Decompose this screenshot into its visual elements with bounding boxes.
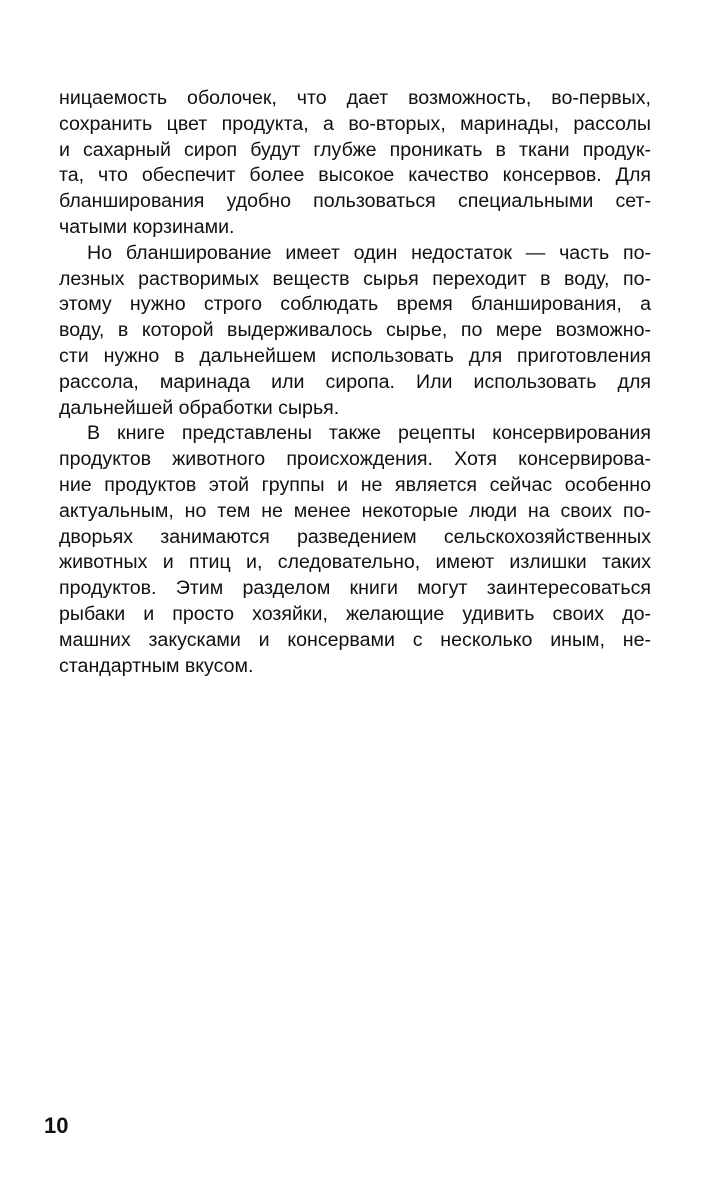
text-line: В книге представлены также рецепты консервирования (87, 422, 651, 445)
paragraph-3 (59, 421, 651, 679)
text-line: животных и птиц и, следовательно, имеют излишки таких (59, 551, 651, 574)
text-line: бланширования удобно пользоваться специальными сет- (59, 190, 651, 213)
body-text (59, 86, 651, 679)
paragraph-1 (59, 86, 651, 241)
text-line: продуктов. Этим разделом книги могут заинтересоваться (59, 577, 651, 600)
text-line: Но бланширование имеет один недостаток — часть по- (87, 241, 651, 264)
text-line: и сахарный сироп будут глубже проникать в ткани продук- (59, 138, 651, 161)
text-line: продуктов животного происхождения. Хотя консервирова- (59, 448, 651, 471)
text-line: этому нужно строго соблюдать время бланширования, а (59, 293, 651, 316)
text-line: актуальным, но тем не менее некоторые люди на своих по- (59, 499, 651, 522)
text-line: сохранить цвет продукта, а во-вторых, маринады, рассолы (59, 112, 651, 135)
text-line: дворьях занимаются разведением сельскохозяйственных (59, 525, 651, 548)
paragraph-2 (59, 241, 651, 422)
text-line: чатыми корзинами. (59, 215, 235, 238)
text-line: машних закусками и консервами с несколько иным, не- (59, 628, 651, 651)
text-line: рыбаки и просто хозяйки, желающие удивить своих до- (59, 602, 651, 625)
text-line: ние продуктов этой группы и не является сейчас особенно (59, 473, 651, 496)
text-line: воду, в которой выдерживалось сырье, по мере возможно- (59, 319, 651, 342)
text-line: рассола, маринада или сиропа. Или использовать для (59, 370, 651, 393)
page-number: 10 (44, 1113, 69, 1138)
text-line: сти нужно в дальнейшем использовать для приготовления (59, 344, 651, 367)
text-line: дальнейшей обработки сырья. (59, 396, 340, 419)
text-line: та, что обеспечит более высокое качество консервов. Для (59, 164, 651, 187)
text-line: лезных растворимых веществ сырья переходит в воду, по- (59, 267, 651, 290)
text-line: стандартным вкусом. (59, 654, 254, 677)
text-line: ницаемость оболочек, что дает возможность, во-первых, (59, 87, 651, 109)
